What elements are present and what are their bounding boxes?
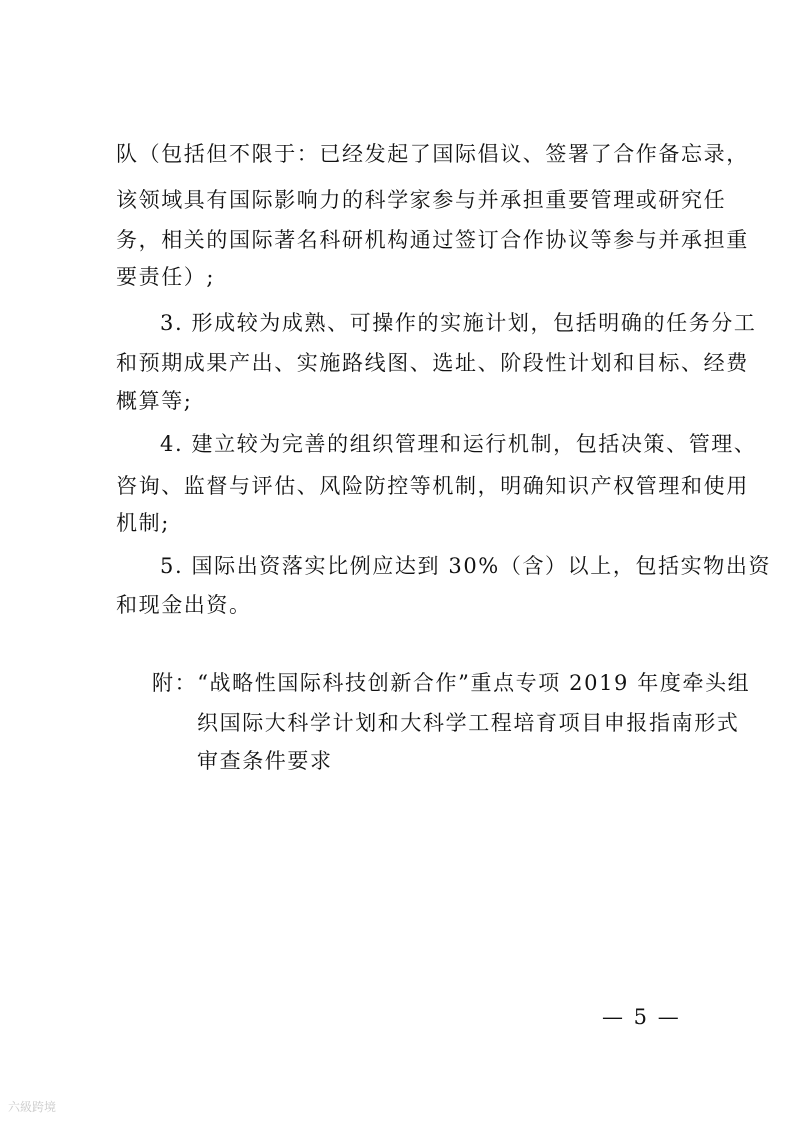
paragraph-1-line-3: 务，相关的国际著名科研机构通过签订合作协议等参与并承担重 <box>116 228 749 252</box>
paragraph-3-line-3: 机制; <box>116 511 170 535</box>
paragraph-4-line-1: 5. 国际出资落实比例应达到 30%（含）以上，包括实物出资 <box>160 554 772 578</box>
paragraph-4-line-2: 和现金出资。 <box>116 593 252 617</box>
paragraph-1-line-1: 队（包括但不限于：已经发起了国际倡议、签署了合作备忘录， <box>116 142 749 166</box>
attachment-line-1: 附：“战略性国际科技创新合作”重点专项 2019 年度牵头组 <box>152 671 751 695</box>
paragraph-2-line-2: 和预期成果产出、实施路线图、选址、阶段性计划和目标、经费 <box>116 351 749 375</box>
paragraph-2-line-3: 概算等; <box>116 389 193 413</box>
page-number: — 5 — <box>602 1005 681 1029</box>
paragraph-3-line-2: 咨询、监督与评估、风险防控等机制，明确知识产权管理和使用 <box>116 474 749 498</box>
paragraph-1-line-4: 要责任）; <box>116 265 216 289</box>
watermark: 六級跨境 <box>8 1100 57 1114</box>
attachment-line-2: 织国际大科学计划和大科学工程培育项目申报指南形式 <box>197 711 740 735</box>
attachment-line-3: 审查条件要求 <box>197 749 333 773</box>
paragraph-1-line-2: 该领域具有国际影响力的科学家参与并承担重要管理或研究任 <box>116 188 727 212</box>
paragraph-2-line-1: 3. 形成较为成熟、可操作的实施计划，包括明确的任务分工 <box>160 311 757 335</box>
paragraph-3-line-1: 4. 建立较为完善的组织管理和运行机制，包括决策、管理、 <box>160 432 757 456</box>
